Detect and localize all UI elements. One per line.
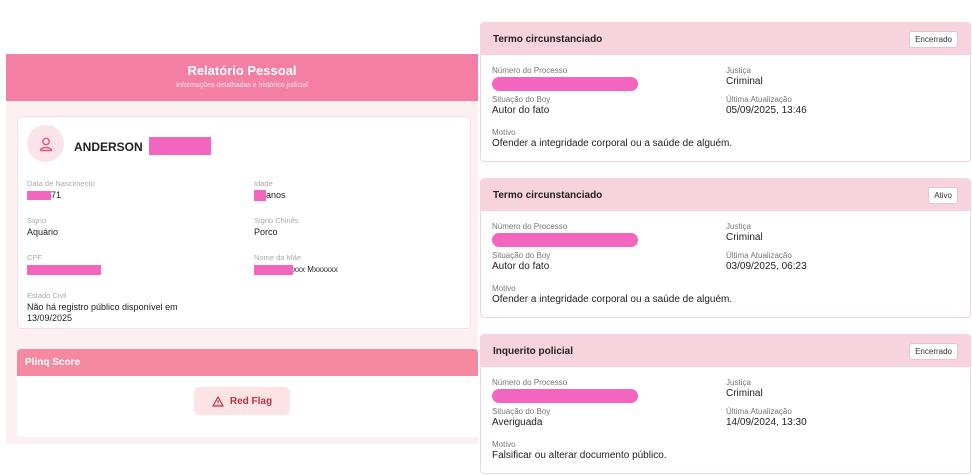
- status-label: Situação do Boy: [492, 407, 551, 416]
- civil-status-field: [27, 291, 207, 324]
- status-field: [492, 407, 550, 429]
- case-title: Termo circunstanciado: [493, 189, 603, 201]
- sign-field: [27, 216, 58, 238]
- profile-card: [17, 116, 471, 329]
- plinq-score-title: Plinq Score: [17, 349, 478, 376]
- last-update-field: [726, 407, 807, 429]
- mother-name-field: [254, 253, 338, 275]
- process-number-label: Número do Processo: [492, 378, 568, 387]
- age-field: [254, 179, 286, 201]
- birth-date-label: Data de Nascimento: [27, 179, 95, 188]
- case-status-badge: Encerrado: [909, 343, 958, 360]
- last-update-value: 05/09/2025, 13:46: [726, 105, 807, 116]
- case-card: [480, 178, 971, 318]
- reason-label: Motivo: [492, 440, 516, 449]
- justice-value: Criminal: [726, 388, 763, 399]
- cpf-value: [27, 264, 101, 275]
- cpf-label: CPF: [27, 253, 42, 262]
- case-title: Inquerito policial: [493, 345, 574, 357]
- reason-field: [492, 440, 667, 462]
- birth-date-text: 71: [51, 190, 62, 200]
- reason-label: Motivo: [492, 128, 516, 137]
- red-flag-label: Red Flag: [229, 395, 273, 407]
- reason-label: Motivo: [492, 284, 516, 293]
- redacted-process-number: [492, 77, 638, 91]
- report-header: [6, 54, 478, 101]
- user-icon: [38, 136, 54, 152]
- justice-label: Justiça: [726, 378, 751, 387]
- redacted-surname: [149, 137, 211, 155]
- reason-field: [492, 284, 732, 306]
- sign-label: Signo: [27, 216, 47, 225]
- avatar: [27, 125, 64, 162]
- sign-value: Aquário: [27, 227, 59, 237]
- reason-field: [492, 128, 732, 150]
- status-value: Autor do fato: [492, 261, 550, 272]
- warning-icon: [212, 396, 224, 407]
- last-update-field: [726, 95, 807, 117]
- civil-status-label: Estado Civil: [27, 291, 67, 300]
- justice-field: [726, 378, 763, 400]
- reason-value: Falsificar ou alterar documento público.: [492, 450, 667, 461]
- process-number-field: [492, 222, 638, 247]
- person-name-text: ANDERSON: [74, 140, 143, 154]
- age-label: Idade: [254, 179, 273, 188]
- report-subtitle: Informações detalhadas e histórico judicial: [176, 82, 308, 89]
- case-card-header: [481, 179, 970, 211]
- justice-field: [726, 222, 763, 244]
- last-update-field: [726, 251, 807, 273]
- last-update-label: Última Atualização: [726, 95, 792, 104]
- process-number-label: Número do Processo: [492, 222, 568, 231]
- status-value: Autor do fato: [492, 105, 550, 116]
- case-card-header: [481, 335, 970, 367]
- mother-name-label: Nome da Mãe: [254, 253, 302, 262]
- process-number-field: [492, 66, 638, 91]
- chinese-sign-value: Porco: [254, 227, 278, 237]
- redacted-process-number: [492, 389, 638, 403]
- last-update-value: 03/09/2025, 06:23: [726, 261, 807, 272]
- personal-report-panel: [6, 54, 478, 444]
- process-number-field: [492, 378, 638, 403]
- case-status-badge: Ativo: [928, 187, 958, 204]
- case-status-badge: Encerrado: [909, 31, 958, 48]
- status-label: Situação do Boy: [492, 251, 551, 260]
- redacted-age: [254, 190, 266, 201]
- justice-value: Criminal: [726, 232, 763, 243]
- redacted-cpf: [27, 265, 101, 275]
- last-update-value: 14/09/2024, 13:30: [726, 417, 807, 428]
- last-update-label: Última Atualização: [726, 251, 792, 260]
- chinese-sign-label: Signo Chinês: [254, 216, 299, 225]
- case-card-header: [481, 23, 970, 55]
- redacted-mother-name: [254, 265, 293, 275]
- mother-name-text: xxx Mxxxxxx: [293, 265, 338, 274]
- reason-value: Ofender a integridade corporal ou a saúde de alguém.: [492, 138, 733, 149]
- chinese-sign-field: [254, 216, 299, 238]
- redacted-process-number: [492, 233, 638, 247]
- case-card: [480, 334, 971, 474]
- mother-name-value: [254, 264, 338, 275]
- reason-value: Ofender a integridade corporal ou a saúde de alguém.: [492, 294, 733, 305]
- status-value: Averiguada: [492, 417, 543, 428]
- report-title: Relatório Pessoal: [187, 63, 297, 78]
- status-field: [492, 251, 550, 273]
- red-flag-badge[interactable]: [194, 387, 290, 415]
- justice-field: [726, 66, 763, 88]
- redacted-birth-date: [27, 191, 51, 200]
- status-label: Situação do Boy: [492, 95, 551, 104]
- justice-label: Justiça: [726, 66, 751, 75]
- birth-date-value: [27, 190, 95, 201]
- age-value: [254, 190, 286, 201]
- justice-label: Justiça: [726, 222, 751, 231]
- last-update-label: Última Atualização: [726, 407, 792, 416]
- justice-value: Criminal: [726, 76, 763, 87]
- case-title: Termo circunstanciado: [493, 33, 603, 45]
- civil-status-value: Não há registro público disponível em 13/09/2025: [27, 302, 178, 323]
- plinq-score-card: [17, 349, 478, 437]
- person-name: [74, 137, 211, 155]
- birth-date-field: [27, 179, 95, 201]
- process-number-label: Número do Processo: [492, 66, 568, 75]
- status-field: [492, 95, 550, 117]
- cpf-field: [27, 253, 101, 275]
- case-card: [480, 22, 971, 162]
- age-text: anos: [266, 190, 286, 200]
